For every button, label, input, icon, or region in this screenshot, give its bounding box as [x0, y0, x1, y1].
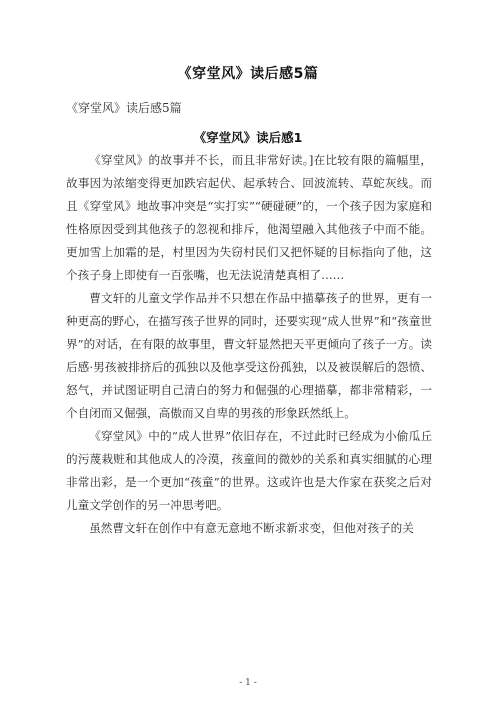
article-body — [66, 149, 432, 540]
page-number: - 1 - — [239, 678, 257, 688]
paragraph: 曹文轩的儿童文学作品并不只想在作品中描摹孩子的世界，更有一种更高的野心，在描写孩子世界的同时，还要实现“成人世界”和“孩童世界”的对话，在有限的故事里，曹文轩显然把天平更倾向了孩子一方。读后感·男孩被排挤后的孤独以及他享受这份孤独，以及被误解后的怨愤、怒气，并试图证明自己清白的努力和倔强的心理描摹，都非常精彩，一个自闭而又倔强，高傲而又自卑的男孩的形象跃然纸上。 — [66, 291, 432, 420]
paragraph: 《穿堂风》的故事并不长，而且非常好读。]在比较有限的篇幅里，故事因为浓缩变得更加跌宕起伏、起承转合、回波流转、草蛇灰线。而且《穿堂风》地故事冲突是“实打实”“硬碰硬”的，一个孩子因为家庭和性格原因受到其他孩子的忽视和排斥，他渴望融入其他孩子中而不能。更加雪上加霜的是，村里因为失窃村民们又把怀疑的目标指向了他，这个孩子身上即使有一百张嘴，也无法说清楚真相了…… — [66, 153, 432, 282]
paragraph: 《穿堂风》中的“成人世界”依旧存在，不过此时已经成为小偷瓜丘的污蔑栽赃和其他成人的冷漠，孩童间的微妙的关系和真实细腻的心理非常出彩，是一个更加“孩童”的世界。这或许也是大作家在获奖之后对儿童文学创作的另一冲思考吧。 — [66, 429, 432, 512]
paragraph: 虽然曹文轩在创作中有意无意地不断求新求变，但他对孩子的关 — [89, 521, 414, 535]
section-title: 《穿堂风》读后感1 — [193, 130, 303, 145]
document-subtitle: 《穿堂风》读后感5篇 — [66, 101, 182, 115]
document-title: 《穿堂风》读后感5篇 — [177, 66, 319, 82]
